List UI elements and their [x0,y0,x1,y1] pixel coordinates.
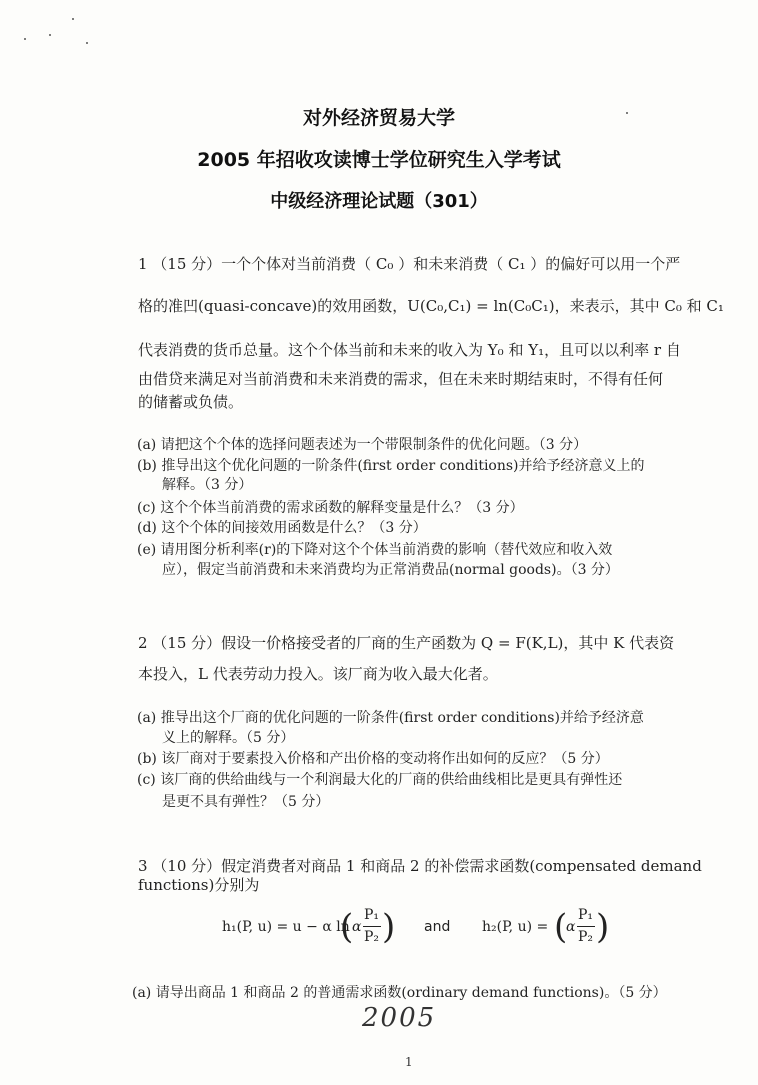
q1-part-b-cont: 解释。（3 分） [162,477,253,493]
handwritten-year: 2005 [362,1003,437,1033]
q1-part-a: (a) 请把这个个体的选择问题表述为一个带限制条件的优化问题。（3 分） [137,437,588,453]
q1-part-e: (e) 请用图分析利率(r)的下降对这个个体当前消费的影响（替代效应和收入效 [137,542,613,558]
paren-left: ( [554,907,568,947]
formula-h1-lhs: h₁(P, u) = u − α ln [222,919,350,935]
formula-h2-denominator: P₂ [578,929,594,945]
q3-part-a: (a) 请导出商品 1 和商品 2 的普通需求函数(ordinary demand functions)。（5 分） [132,985,667,1001]
paren-right: ) [382,907,396,947]
formula-h2-lhs: h₂(P, u) = [482,919,549,935]
q3-line-1: 3 （10 分）假定消费者对商品 1 和商品 2 的补偿需求函数(compensated demand [138,857,702,875]
q1-part-e-cont: 应），假定当前消费和未来消费均为正常消费品(normal goods)。（3 分） [162,562,619,578]
university-title: 对外经济贸易大学 [302,107,455,129]
q2-line-1: 2 （15 分）假设一价格接受者的厂商的生产函数为 Q = F(K,L)，其中 K 代表资 [138,634,675,652]
scan-speck [24,38,26,40]
fraction-bar [363,926,381,927]
and-connector: and [424,919,451,935]
alpha-symbol: α [566,919,576,935]
q1-line-5: 的储蓄或负债。 [138,393,244,411]
q2-part-c-cont: 是更不具有弹性？（5 分） [162,794,330,810]
formula-h2 [482,905,612,951]
q1-line-4: 由借贷来满足对当前消费和未来消费的需求，但在未来时期结束时，不得有任何 [138,370,664,388]
q1-line-3: 代表消费的货币总量。这个个体当前和未来的收入为 Y₀ 和 Y₁，且可以以利率 r 自 [138,341,681,359]
alpha-symbol: α [352,919,362,935]
paren-left: ( [340,907,354,947]
q1-part-b: (b) 推导出这个优化问题的一阶条件(first order conditions)并给予经济意义上的 [137,458,645,474]
q2-line-2: 本投入，L 代表劳动力投入。该厂商为收入最大化者。 [138,665,498,683]
formula-h2-numerator: P₁ [578,907,594,923]
q2-part-c: (c) 该厂商的供给曲线与一个利润最大化的厂商的供给曲线相比是更具有弹性还 [137,772,623,788]
fraction-bar [577,926,595,927]
subject-title: 中级经济理论试题（301） [270,191,488,212]
paren-right: ) [596,907,610,947]
q1-part-c: (c) 这个个体当前消费的需求函数的解释变量是什么？（3 分） [137,500,524,516]
q2-part-a: (a) 推导出这个厂商的优化问题的一阶条件(first order conditions)并给予经济意 [137,710,644,726]
formula-h1-denominator: P₂ [364,929,380,945]
formula-h1-numerator: P₁ [364,907,380,923]
q1-line-2: 格的准凹(quasi-concave)的效用函数，U(C₀,C₁) = ln(C₀C₁)，来表示，其中 C₀ 和 C₁ [138,297,724,315]
q2-part-a-cont: 义上的解释。（5 分） [162,730,295,746]
q1-line-1: 1 （15 分）一个个体对当前消费（ C₀ ）和未来消费（ C₁ ）的偏好可以用一个严 [138,255,681,273]
q2-part-b: (b) 该厂商对于要素投入价格和产出价格的变动将作出如何的反应？（5 分） [137,751,609,767]
q1-part-d: (d) 这个个体的间接效用函数是什么？（3 分） [137,520,427,536]
formula-h1 [222,905,402,951]
scan-speck [72,18,74,20]
q3-line-2: functions)分别为 [138,876,260,894]
page-number: 1 [405,1055,413,1069]
exam-title: 2005 年招收攻读博士学位研究生入学考试 [197,149,561,171]
scan-speck [86,42,88,44]
scan-speck [49,34,51,36]
